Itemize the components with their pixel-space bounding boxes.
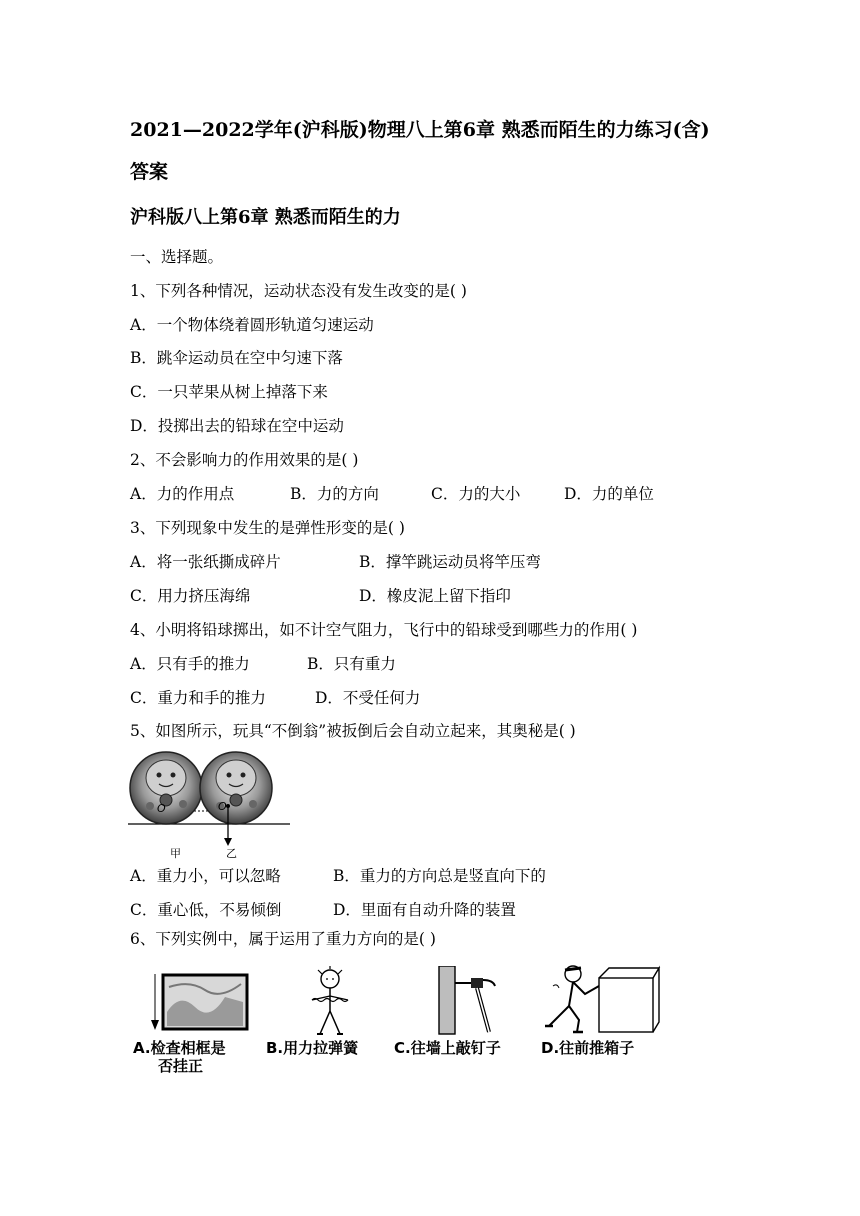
q1-option-c: C．一只苹果从树上掉落下来 — [130, 383, 328, 401]
q5-option-c: C．重心低，不易倾倒 — [130, 901, 282, 919]
q3-stem: 3、下列现象中发生的是弹性形变的是( ) — [130, 519, 405, 537]
q6-option-c: C.往墙上敲钉子 — [394, 1039, 501, 1057]
hammer-nail-illustration — [435, 966, 507, 1036]
doc-title-line2: 答案 — [130, 161, 169, 183]
q5-fig-label-right: 乙 — [226, 847, 237, 860]
q1-stem: 1、下列各种情况，运动状态没有发生改变的是( ) — [130, 282, 467, 300]
q2-stem: 2、不会影响力的作用效果的是( ) — [130, 451, 359, 469]
q6-option-b: B.用力拉弹簧 — [266, 1039, 359, 1057]
q6-option-a-line2: 否挂正 — [158, 1057, 204, 1075]
q4-option-b: B．只有重力 — [307, 655, 396, 673]
q3-option-a: A．将一张纸撕成碎片 — [130, 553, 281, 571]
q4-option-a: A．只有手的推力 — [130, 655, 250, 673]
q1-option-d: D．投掷出去的铅球在空中运动 — [130, 417, 344, 435]
q4-option-c: C．重力和手的推力 — [130, 689, 266, 707]
push-box-illustration — [543, 964, 661, 1036]
q6-option-a-line1: A.检查相框是 — [133, 1039, 226, 1057]
doc-title-line1: 2021—2022学年(沪科版)物理八上第6章 熟悉而陌生的力练习(含) — [130, 119, 710, 141]
q2-option-d: D．力的单位 — [564, 485, 654, 503]
q5-option-a: A．重力小，可以忽略 — [130, 867, 281, 885]
q5-point-o-right: O — [218, 800, 227, 813]
q5-stem: 5、如图所示，玩具“不倒翁”被扳倒后会自动立起来，其奥秘是( ) — [130, 722, 576, 740]
q5-point-o-left: O — [157, 802, 166, 815]
q6-stem: 6、下列实例中，属于运用了重力方向的是( ) — [130, 930, 436, 948]
q2-option-c: C．力的大小 — [431, 485, 521, 503]
q2-option-a: A．力的作用点 — [130, 485, 235, 503]
section-heading: 一、选择题。 — [130, 248, 224, 266]
q4-option-d: D．不受任何力 — [315, 689, 421, 707]
spring-pull-illustration — [300, 966, 360, 1038]
q3-option-c: C．用力挤压海绵 — [130, 587, 251, 605]
q5-option-b: B．重力的方向总是竖直向下的 — [333, 867, 546, 885]
q4-stem: 4、小明将铅球掷出，如不计空气阻力，飞行中的铅球受到哪些力的作用( ) — [130, 621, 638, 639]
tumbler-toy-figure — [128, 748, 290, 862]
q2-option-b: B．力的方向 — [290, 485, 379, 503]
q3-option-b: B．撑竿跳运动员将竿压弯 — [359, 553, 541, 571]
q6-option-d: D.往前推箱子 — [541, 1039, 635, 1057]
q5-fig-label-left: 甲 — [170, 847, 181, 860]
q5-option-d: D．里面有自动升降的装置 — [333, 901, 516, 919]
doc-subtitle: 沪科版八上第6章 熟悉而陌生的力 — [130, 207, 401, 228]
plumb-line-frame-illustration — [145, 972, 250, 1034]
q1-option-b: B．跳伞运动员在空中匀速下落 — [130, 349, 343, 367]
q3-option-d: D．橡皮泥上留下指印 — [359, 587, 511, 605]
q1-option-a: A．一个物体绕着圆形轨道匀速运动 — [130, 316, 374, 334]
